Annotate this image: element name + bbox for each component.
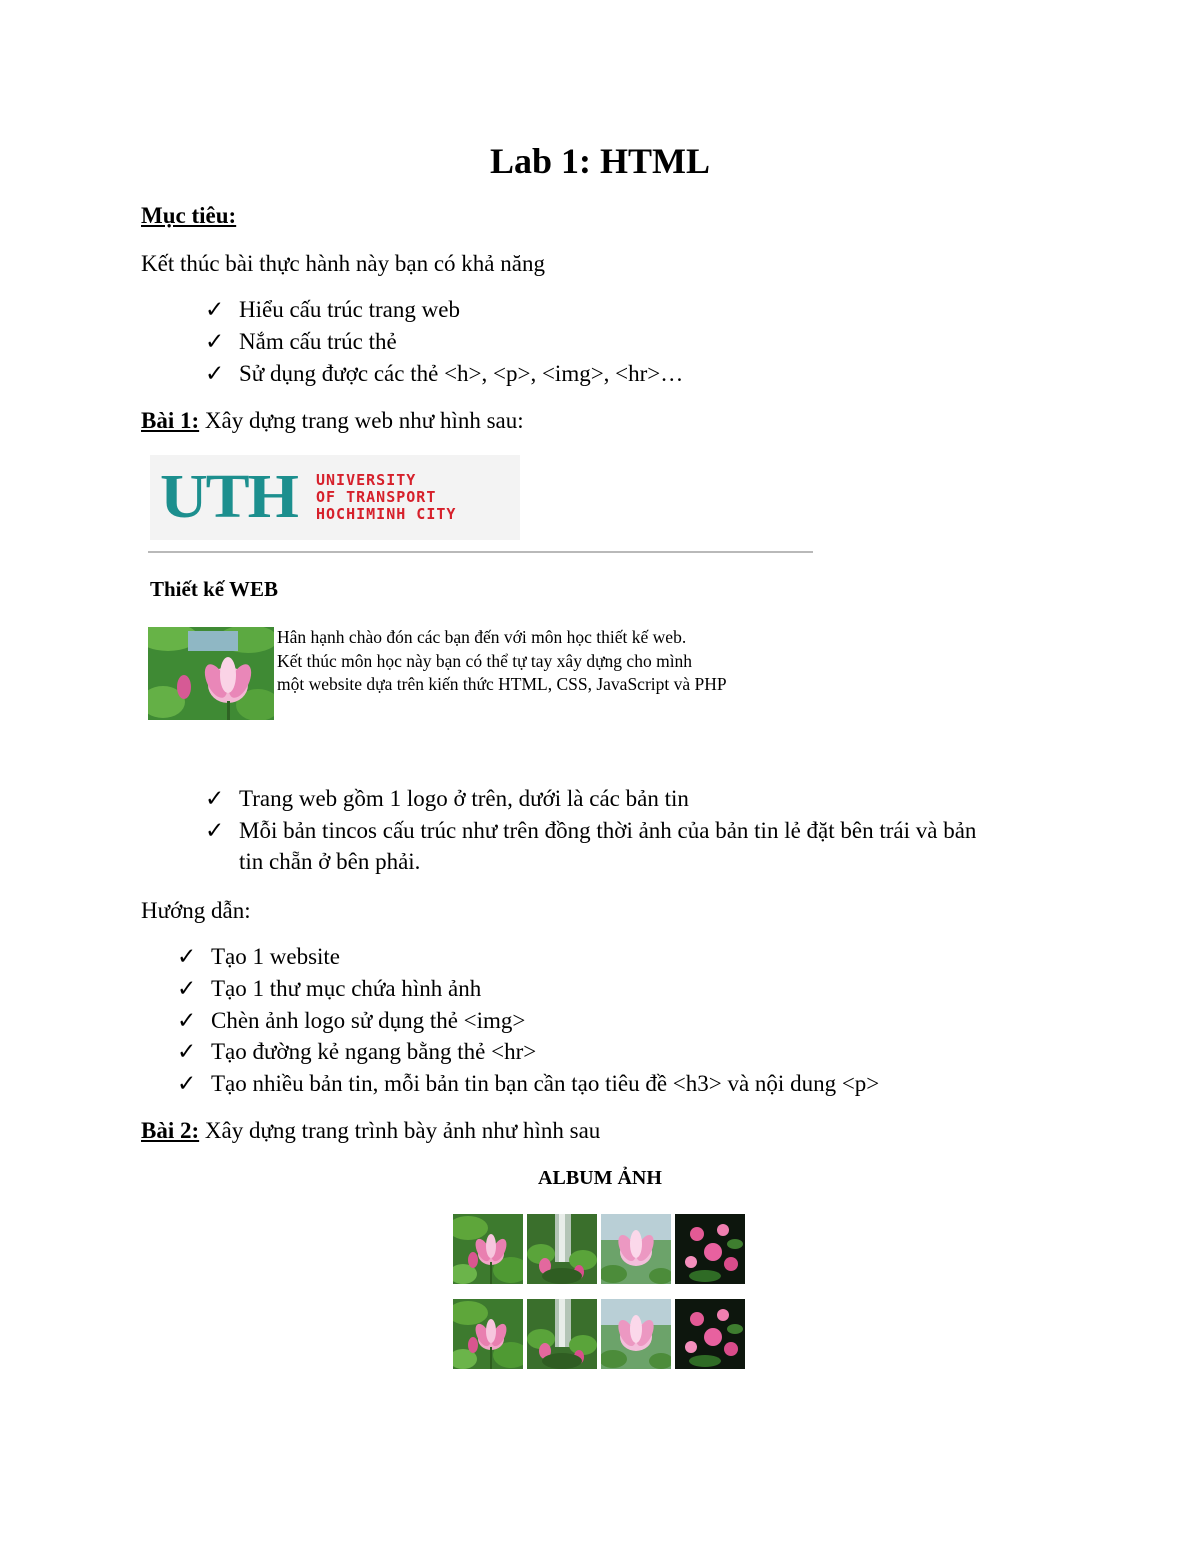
objective-heading: Mục tiêu:: [141, 203, 237, 228]
note-item: ✓ Mỗi bản tincos cấu trúc như trên đồng thời ảnh của bản tin lẻ đặt bên trái và bản: [205, 818, 977, 843]
album-photo: [527, 1299, 597, 1369]
exercise-2-heading: Bài 2: Xây dựng trang trình bày ảnh như hình sau: [141, 1118, 601, 1143]
guide-item: ✓ Tạo 1 thư mục chứa hình ảnh: [177, 976, 482, 1001]
album-photo: [453, 1299, 523, 1369]
objective-item: ✓ Hiểu cấu trúc trang web: [205, 297, 460, 322]
logo-line-1: UNIVERSITY: [316, 471, 417, 489]
check-icon: ✓: [205, 297, 225, 322]
news-title: Thiết kế WEB: [150, 577, 278, 601]
album-photo: [675, 1299, 745, 1369]
check-icon: ✓: [177, 944, 197, 969]
album-title: ALBUM ẢNH: [538, 1167, 662, 1189]
check-icon: ✓: [205, 786, 225, 811]
guide-item: ✓ Chèn ảnh logo sử dụng thẻ <img>: [177, 1008, 526, 1033]
exercise-1-heading: Bài 1: Xây dựng trang web như hình sau:: [141, 408, 524, 433]
exercise-2-label: Bài 2:: [141, 1118, 200, 1143]
logo-line-2: OF TRANSPORT: [316, 488, 437, 506]
logo-mark: UTH: [160, 461, 298, 532]
objective-item: ✓ Sử dụng được các thẻ <h>, <p>, <img>, <hr>…: [205, 361, 684, 386]
objective-intro: Kết thúc bài thực hành này bạn có khả năng: [141, 251, 545, 276]
guide-item: ✓ Tạo nhiều bản tin, mỗi bản tin bạn cần tạo tiêu đề <h3> và nội dung <p>: [177, 1071, 880, 1096]
guide-item: ✓ Tạo đường kẻ ngang bằng thẻ <hr>: [177, 1039, 537, 1064]
objective-item: ✓ Nắm cấu trúc thẻ: [205, 329, 397, 354]
news-content: Hân hạnh chào đón các bạn đến với môn học thiết kế web. Kết thúc môn học này bạn có thể tự tay xây dựng cho mình một website dựa trên kiến thức HTML, CSS, JavaScript và PHP: [277, 627, 727, 694]
album-photo: [601, 1299, 671, 1369]
page-title: Lab 1: HTML: [489, 141, 711, 181]
check-icon: ✓: [177, 1071, 197, 1096]
check-icon: ✓: [205, 818, 225, 843]
note-item-continued: tin chẵn ở bên phải.: [239, 849, 421, 874]
album-photo: [527, 1214, 597, 1284]
logo-line-3: HOCHIMINH CITY: [316, 505, 457, 523]
album-photo: [675, 1214, 745, 1284]
horizontal-rule: [148, 551, 813, 553]
guide-heading: Hướng dẫn:: [141, 898, 251, 923]
exercise-1-label: Bài 1:: [141, 408, 200, 433]
uth-logo: [150, 455, 520, 540]
check-icon: ✓: [205, 329, 225, 354]
lotus-image: [148, 627, 274, 720]
check-icon: ✓: [205, 361, 225, 386]
album-photo: [601, 1214, 671, 1284]
note-item: ✓ Trang web gồm 1 logo ở trên, dưới là các bản tin: [205, 786, 689, 811]
guide-item: ✓ Tạo 1 website: [177, 944, 341, 969]
check-icon: ✓: [177, 1008, 197, 1033]
check-icon: ✓: [177, 976, 197, 1001]
check-icon: ✓: [177, 1039, 197, 1064]
album-photo: [453, 1214, 523, 1284]
